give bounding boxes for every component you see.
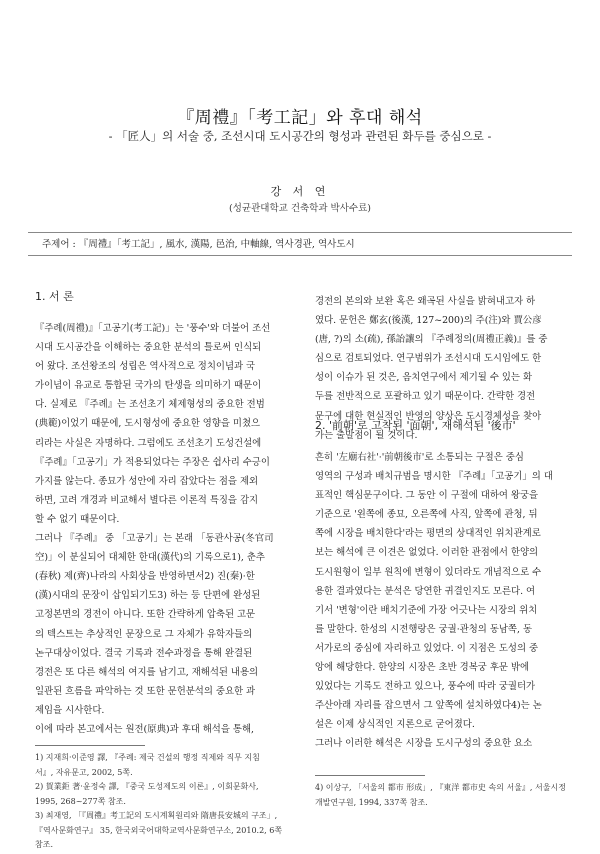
footnote-line: 1) 지재희·이준영 譯, 『주례: 제국 건설의 행정 직제와 직무 지침 — [35, 753, 260, 762]
text-line: (唐, ?)의 소(疏), 孫詒讓의 『주례정의(周禮正義)』를 중 — [315, 334, 548, 346]
text-line: 영역의 구성과 배치규범을 명시한 『주례』「고공기」의 대 — [315, 471, 553, 483]
text-line: 리라는 사실은 자명하다. 그럼에도 조선초기 도성건설에 — [35, 437, 262, 449]
text-line: 두를 전반적으로 포괄하고 있기 때문이다. 간략한 경전 — [315, 391, 536, 403]
text-line: 설은 이제 상식적인 지론으로 굳어졌다. — [315, 719, 475, 731]
footnote-line: 개발연구원, 1994, 337쪽 참조. — [315, 797, 428, 807]
text-line: 표적인 핵심문구이다. 그 동안 이 구절에 대하여 왕궁을 — [315, 490, 539, 502]
text-line: 를 말한다. 한성의 시전행랑은 궁궐·관청의 동남쪽, 동 — [315, 623, 533, 635]
text-line: 제임을 시사한다. — [35, 704, 105, 716]
text-line: (典範)이었기 때문에, 도시형성에 중요한 영향을 미쳤으 — [35, 418, 261, 430]
text-line: 가지를 않는다. 종묘가 성안에 자리 잡았다는 점을 제외 — [35, 475, 259, 487]
text-line: 시대 도시공간을 이해하는 중요한 분석의 틀로써 인식되 — [35, 342, 262, 354]
text-line: 보는 해석에 큰 이견은 없었다. 이러한 관점에서 한양의 — [315, 547, 539, 559]
text-line: 이에 따라 본고에서는 원전(原典)과 후대 해석을 통해, — [35, 723, 254, 735]
footnote-rule-right — [315, 775, 425, 776]
text-line: 논구대상이었다. 결국 기록과 전수과정을 통해 완결된 — [35, 647, 253, 659]
footnote-line: 2) 賀業鉅 著·윤정숙 譯, 『중국 도성제도의 이론』, 이회문화사, — [35, 782, 259, 791]
author-name: 강 서 연 — [270, 185, 330, 198]
text-line: 그러나 이러한 해석은 시장을 도시구성의 중요한 요소 — [315, 738, 533, 750]
text-line: 성이 이슈가 된 것은, 음치연구에서 제기될 수 있는 화 — [315, 372, 533, 384]
footnote-line: 3) 최재영, 「『周禮』考工記의 도시계획원리와 隋唐長安城의 구조」, — [35, 811, 278, 820]
author-affiliation: (성균관대학교 건축학과 박사수료) — [229, 203, 371, 214]
text-line: 서가로의 중심에 자리하고 있었다. 이 지점은 도성의 중 — [315, 642, 539, 654]
left-column — [35, 319, 290, 739]
footnote-line: 1995, 268~277쪽 참조. — [35, 796, 126, 806]
text-line: 쪽에 시장을 배치한다'라는 평면의 상대적인 위치관계로 — [315, 528, 541, 540]
paper-subtitle: - 「匠人」의 서술 중, 조선시대 도시공간의 형성과 관련된 화두를 중심으로 - — [108, 129, 492, 143]
text-line: 앙에 해당한다. 한양의 시장은 초반 경복궁 후문 밖에 — [315, 662, 530, 674]
footnote-line: 참조. — [35, 840, 53, 849]
text-line: 흔히 '左廟右社'·'前朝後市'로 소통되는 구절은 중심 — [315, 452, 524, 463]
text-line: 주산아래 자리를 잡으면서 그 앞쪽에 설치하였다4)는 논 — [315, 700, 542, 712]
footnote-rule-left — [35, 745, 145, 746]
text-line: 기서 '변형'이란 배치기준에 가장 어긋나는 시장의 위치 — [315, 604, 538, 616]
text-line: 였다. 문헌은 鄭玄(後漢, 127~200)의 주(注)와 賈公彦 — [315, 315, 542, 327]
text-line: 심으로 검토되었다. 연구범위가 조선시대 도시임에도 한 — [315, 353, 542, 365]
text-line: (漢)시대의 문장이 삽입되기도3) 하는 등 단편에 완성된 — [35, 590, 261, 602]
text-line: 가는 출발점이 될 것이다. — [315, 429, 418, 441]
text-line: 가이념이 유교로 통합된 국가의 탄생을 의미하기 때문이 — [35, 380, 262, 392]
text-line: 문구에 대한 현실적인 반영의 양상은 도시경체성을 찾아 — [315, 410, 542, 422]
footnote-line: 『역사문화연구』 35, 한국외국어대학교역사문화연구소, 2010.2, 6쪽 — [35, 825, 283, 835]
text-line: 용한 결과였다는 분석은 당연한 귀결인지도 모른다. 여 — [315, 585, 536, 597]
text-line: 의 텍스트는 추상적인 문장으로 그 자체가 유학자들의 — [35, 628, 253, 640]
footnotes-right — [315, 782, 570, 811]
text-line: 있었다는 기록도 전하고 있으나, 풍수에 따라 궁궐터가 — [315, 681, 536, 693]
text-line: 다. 실제로 『주례』는 조선초기 체제형성의 중요한 전범 — [35, 399, 265, 411]
footnote-line: 서』, 자유문고, 2002, 5쪽. — [35, 767, 133, 777]
text-line: 할 수 없기 때문이다. — [35, 513, 120, 525]
text-line: 일관된 흐름을 파악하는 것 또한 문헌분석의 중요한 과 — [35, 685, 256, 697]
text-line: 고정본면의 경전이 아니다. 또한 간략하게 압축된 고문 — [35, 609, 256, 621]
footnotes-left — [35, 752, 290, 854]
text-line: 『주례』「고공기」가 적용되었다는 주장은 쉽사리 수긍이 — [35, 456, 270, 468]
section-1-heading: 1. 서 론 — [35, 290, 74, 303]
text-line: 『주례(周禮)』「고공기(考工記)」는 '풍수'와 더불어 조선 — [35, 323, 271, 334]
text-line: 도시원형이 일부 원칙에 변형이 있더라도 개념적으로 수 — [315, 566, 542, 578]
right-column-section2 — [315, 448, 570, 754]
paper-title: 『周禮』「考工記」와 후대 해석 — [177, 108, 423, 128]
text-line: (春秋) 제(齊)나라의 사회상을 반영하면서2) 진(秦)·한 — [35, 571, 255, 583]
text-line: 경전은 또 다른 해석의 여지를 남기고, 재해석된 내용의 — [35, 666, 259, 678]
keywords-box: 주제어 : 『周禮』「考工記」, 風水, 漢陽, 邑治, 中軸線, 역사경관, 역사도시 — [28, 232, 572, 256]
text-line: 경전의 본의와 보완 혹은 왜곡된 사실을 밝혀내고자 하 — [315, 296, 536, 307]
text-line: 기준으로 '왼쪽에 종묘, 오른쪽에 사직, 앞쪽에 관청, 뒤 — [315, 509, 538, 521]
text-line: 하면, 고려 개경과 비교해서 별다른 이론적 특징을 감지 — [35, 494, 259, 506]
text-line: 어 왔다. 조선왕조의 성립은 역사적으로 정치이념과 국 — [35, 361, 256, 373]
text-line: 空)」이 분실되어 대체한 한대(漢代)의 기록으로1), 춘추 — [35, 552, 265, 564]
section-2-heading: 2. '前朝'로 고착된 '面朝', 재해석된 '後市' — [315, 419, 516, 432]
footnote-line: 4) 이상구, 「서울의 都市 形成」, 『東洋 都市史 속의 서울』, 서울시정 — [315, 783, 566, 792]
text-line: 그러나 『주례』 중 「고공기」는 본래 「동관사공(冬官司 — [35, 533, 274, 545]
